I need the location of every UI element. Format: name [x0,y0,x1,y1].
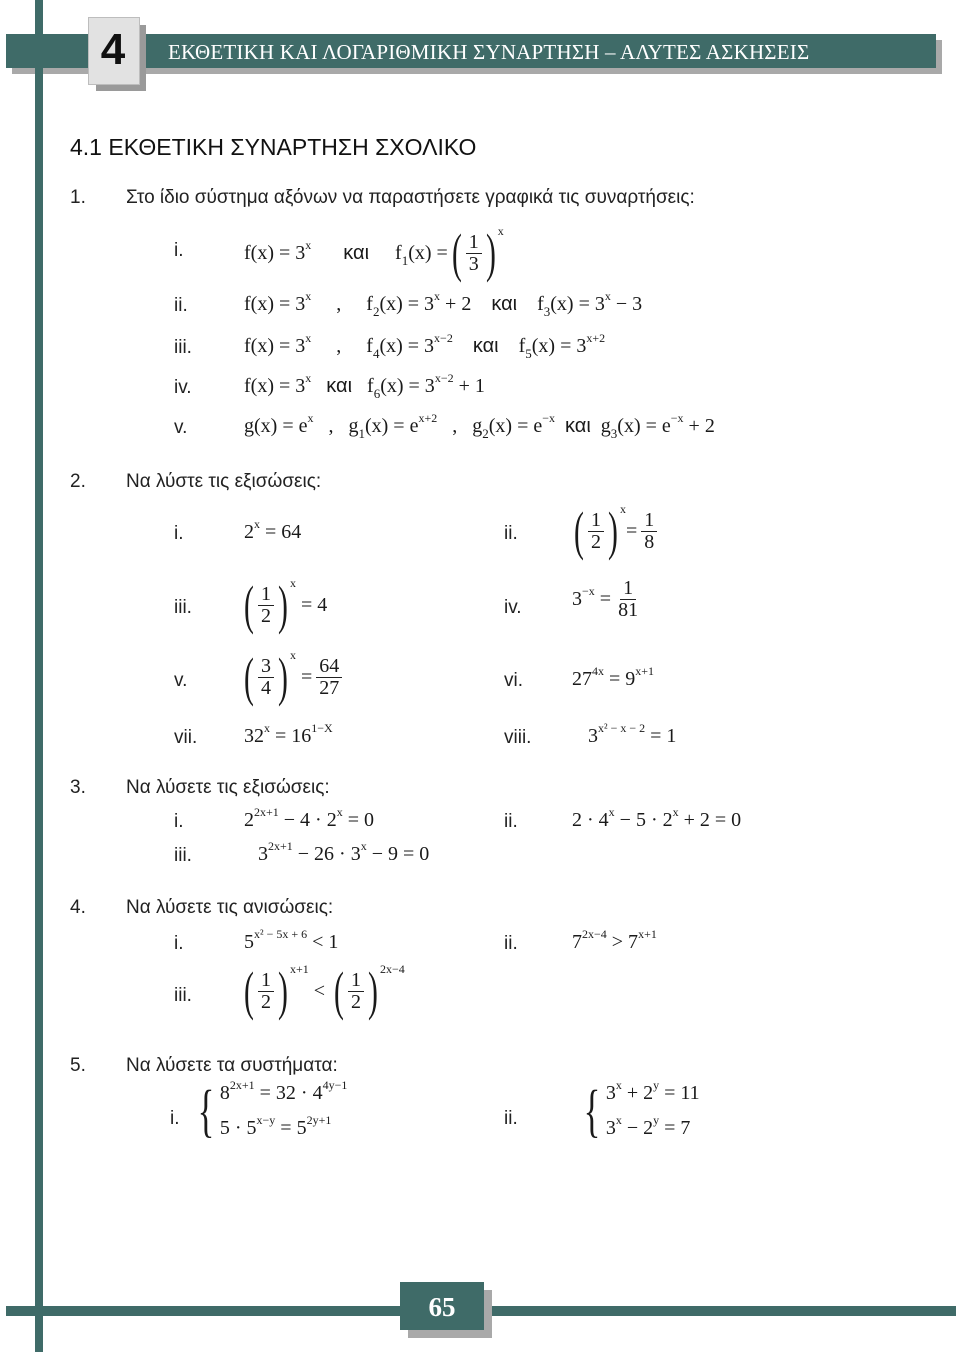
ex1-formula-ii: $f(x) = 3^x$ , $f_2(x) = 3^x + 2$ και $f_3(x) = 3^x - 3$ [244,289,643,319]
exercise-3-number: 3. [70,777,86,798]
ex2-label-vii: vii. [174,727,198,748]
exercise-5-number: 5. [70,1055,86,1076]
ex3-formula-ii: $2 \cdot 4^x - 5 \cdot 2^x + 2 = 0$ [572,805,742,831]
exercise-3-text: Να λύσετε τις εξισώσεις: [126,777,330,798]
ex5-label-i: i. [170,1108,180,1129]
exercise-2-number: 2. [70,471,86,492]
exercise-2-text: Να λύστε τις εξισώσεις: [126,471,322,492]
ex2-label-iii: iii. [174,597,192,618]
ex3-formula-iii: $3^{2x+1} - 26 \cdot 3^x - 9 = 0$ [258,839,430,865]
exercise-4-text: Να λύσετε τις ανισώσεις: [126,897,334,918]
ex1-label-i: i. [174,240,184,261]
ex2-formula-vii: $32^x = 16^{1-X}$ [244,721,333,747]
ex2-label-v: v. [174,670,188,691]
ex2-formula-iii: ( $\frac{1}{2}$ ) x = 4 [244,575,328,635]
ex1-label-v: v. [174,417,188,438]
ex4-formula-ii: $7^{2x-4} > 7^{x+1}$ [572,927,657,953]
ex2-formula-vi: $27^{4x} = 9^{x+1}$ [572,664,655,690]
ex4-formula-iii: ( $\frac{1}{2}$ ) x+1 < ( $\frac{1}{2}$ ) 2x−4 [244,961,405,1021]
ex2-formula-iv: $3^{-x}$ = $\frac{1}{81}$ [572,577,639,621]
exercise-4-number: 4. [70,897,86,918]
ex1-label-ii: ii. [174,295,188,316]
ex1-label-iii: iii. [174,337,192,358]
ex3-label-iii: iii. [174,845,192,866]
ex2-label-vi: vi. [504,670,523,691]
ex2-formula-viii: $3^{x^2 - x - 2} = 1$ [588,721,677,747]
left-margin-bar [35,0,43,1352]
ex2-formula-v: ( $\frac{3}{4}$ ) x = $\frac{64}{27}$ [240,650,346,704]
ex1-label-iv: iv. [174,377,192,398]
ex5-label-ii: ii. [504,1108,518,1129]
exercise-1-text: Στο ίδιο σύστημα αξόνων να παραστήσετε γραφικά τις συναρτήσεις: [126,187,695,208]
ex4-label-i: i. [174,933,184,954]
ex3-formula-i: $2^{2x+1} - 4 \cdot 2^x = 0$ [244,805,375,831]
chapter-number: 4 [100,25,126,74]
ex1-formula-i: $f(x) = 3^x$ και $f_1(x)$ = ( $\frac{1}{3}$ ) x [244,223,504,283]
ex5-system-ii: { $3^x + 2^y = 11$ $3^x - 2^y = 7$ [583,1078,700,1143]
ex2-label-ii: ii. [504,523,518,544]
ex3-label-ii: ii. [504,811,518,832]
page-number: 65 [428,1292,456,1322]
ex2-formula-ii: ( $\frac{1}{2}$ ) x = $\frac{1}{8}$ [570,504,661,558]
ex2-label-viii: viii. [504,727,532,748]
ex1-formula-iv: $f(x) = 3^x$ και $f_6(x) = 3^{x-2} + 1$ [244,371,485,401]
ex2-label-iv: iv. [504,597,522,618]
ex2-label-i: i. [174,523,184,544]
ex3-label-i: i. [174,811,184,832]
ex4-label-ii: ii. [504,933,518,954]
section-title: 4.1 ΕΚΘΕΤΙΚΗ ΣΥΝΑΡΤΗΣΗ ΣΧΟΛΙΚΟ [70,134,477,160]
exercise-5-text: Να λύσετε τα συστήματα: [126,1055,338,1076]
ex5-system-i: { $8^{2x+1} = 32 \cdot 4^{4y-1}$ $5 \cdot 5^{x-y} = 5^{2y+1}$ [197,1078,348,1143]
ex4-label-iii: iii. [174,985,192,1006]
chapter-title: ΕΚΘΕΤΙΚΗ ΚΑΙ ΛΟΓΑΡΙΘΜΙΚΗ ΣΥΝΑΡΤΗΣΗ – ΑΛΥΤΕΣ ΑΣΚΗΣΕΙΣ [168,40,810,64]
ex4-formula-i: $5^{x^2 - 5x + 6} < 1$ [244,927,339,953]
exercise-1-number: 1. [70,187,86,208]
ex1-formula-iii: $f(x) = 3^x$ , $f_4(x) = 3^{x-2}$ και $f_5(x) = 3^{x+2}$ [244,331,606,361]
ex2-formula-i: $2^x = 64$ [244,517,302,543]
ex1-formula-v: $g(x) = e^x$ , $g_1(x) = e^{x+2}$ , $g_2(x) = e^{-x}$ και $g_3(x) = e^{-x} + 2$ [244,411,715,441]
